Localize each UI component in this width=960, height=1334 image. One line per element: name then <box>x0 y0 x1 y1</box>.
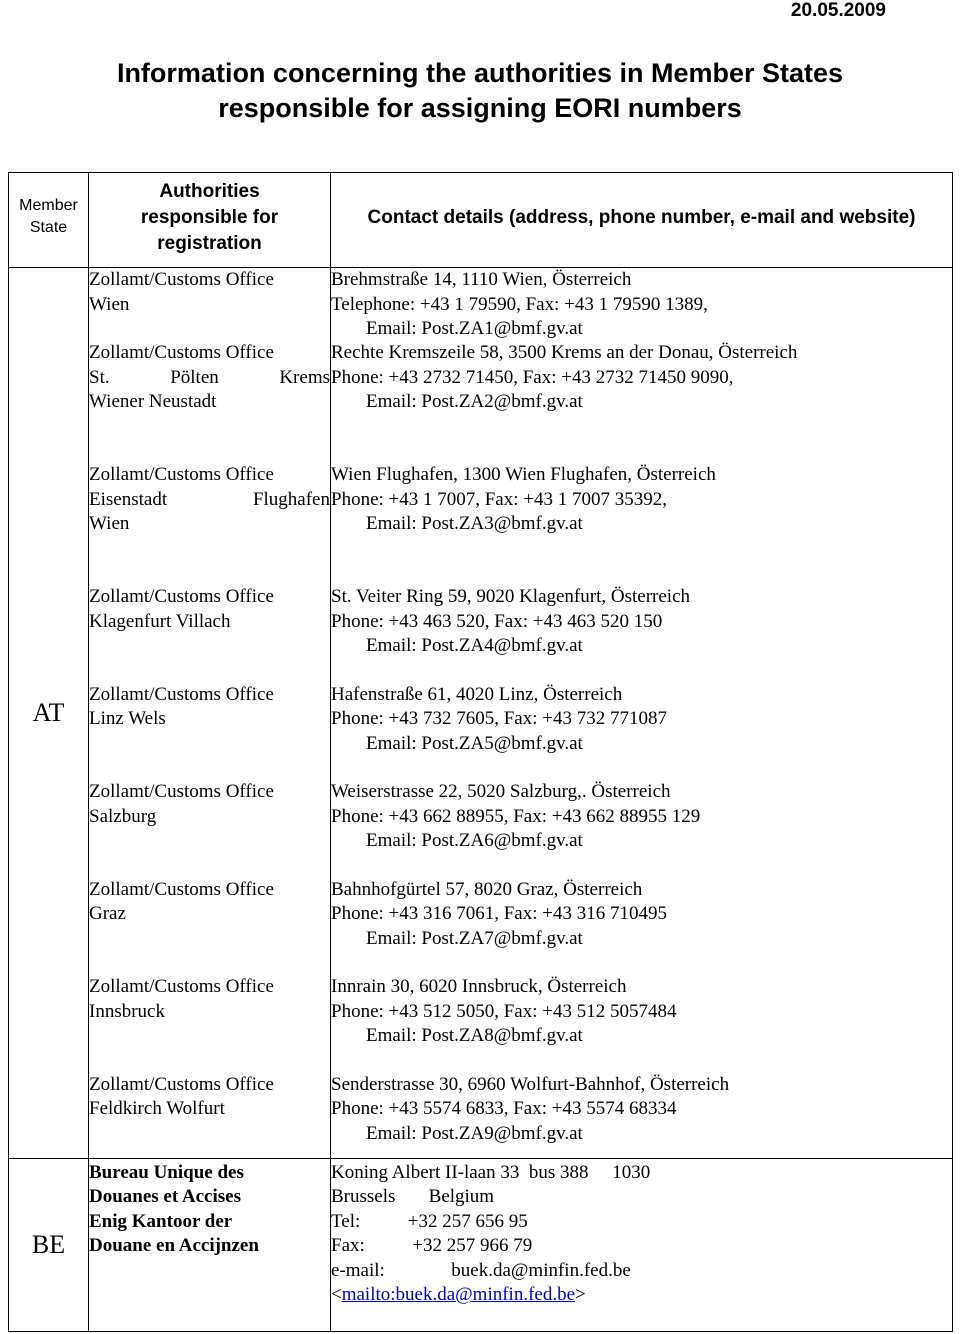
table-row-at <box>9 268 953 1159</box>
email-text: Email: Post.ZA9@bmf.gv.at <box>366 1122 583 1144</box>
list-item: Zollamt/Customs Office Graz <box>89 878 274 924</box>
title-line-2: responsible for assigning EORI numbers <box>218 93 742 123</box>
email-text: Email: Post.ZA1@bmf.gv.at <box>366 318 583 339</box>
email-text: Email: Post.ZA5@bmf.gv.at <box>366 732 583 754</box>
email-text: Email: Post.ZA4@bmf.gv.at <box>366 635 583 656</box>
header-contact-details: Contact details (address, phone number, e-mail and website) <box>331 173 953 268</box>
list-item: St. Veiter Ring 59, 9020 Klagenfurt, Österreich Phone: +43 463 520, Fax: +43 463 520 150 Email: Post.ZA4@bmf.gv.at <box>331 585 952 683</box>
email-text: Email: Post.ZA8@bmf.gv.at <box>366 1025 583 1046</box>
list-item: Wien Flughafen, 1300 Wien Flughafen, Österreich Phone: +43 1 7007, Fax: +43 1 7007 35392, Email: Post.ZA3@bmf.gv.at <box>331 463 952 585</box>
authorities-table <box>8 172 953 1332</box>
list-item: Weiserstrasse 22, 5020 Salzburg,. Österreich Phone: +43 662 88955, Fax: +43 662 88955 129 Email: Post.ZA6@bmf.gv.at <box>331 780 952 878</box>
list-item: Zollamt/Customs Office Eisenstadt Flughafen Wien <box>89 464 330 534</box>
list-item: Zollamt/Customs Office Wien <box>89 269 274 315</box>
email-text: Email: Post.ZA3@bmf.gv.at <box>366 513 583 534</box>
list-item: Innrain 30, 6020 Innsbruck, Österreich Phone: +43 512 5050, Fax: +43 512 5057484 Email: Post.ZA8@bmf.gv.at <box>331 975 952 1073</box>
contacts-list-at <box>331 268 953 1159</box>
list-item: Zollamt/Customs Office Klagenfurt Villach <box>89 586 274 632</box>
title-line-1: Information concerning the authorities in Member States <box>116 58 844 88</box>
list-item: Zollamt/Customs Office Innsbruck <box>89 976 274 1022</box>
contacts-list-be: Koning Albert II-laan 33 bus 388 1030 Brussels Belgium Tel: +32 257 656 95 Fax: +32 257 966 79 e-mail: buek.da@minfin.fed.be <mailto:buek.da@minfin.fed.be> <box>331 1158 953 1331</box>
authorities-list-be: Bureau Unique des Douanes et Accises Enig Kantoor der Douane en Accijnzen <box>89 1158 331 1331</box>
page-title <box>0 56 960 126</box>
header-authorities: Authorities responsible for registration <box>89 173 331 268</box>
document-date: 20.05.2009 <box>790 0 886 21</box>
table-header-row <box>9 173 953 268</box>
member-state-at: AT <box>9 268 89 1159</box>
mailto-line: <mailto:buek.da@minfin.fed.be> <box>331 1284 586 1305</box>
list-item: Brehmstraße 14, 1110 Wien, Österreich Telephone: +43 1 79590, Fax: +43 1 79590 1389, Email: Post.ZA1@bmf.gv.at <box>331 268 952 341</box>
list-item: Zollamt/Customs Office Salzburg <box>89 781 274 827</box>
email-text: Email: Post.ZA7@bmf.gv.at <box>366 927 583 949</box>
member-state-be: BE <box>9 1158 89 1331</box>
list-item: Bahnhofgürtel 57, 8020 Graz, Österreich Phone: +43 316 7061, Fax: +43 316 710495 Email: Post.ZA7@bmf.gv.at <box>331 878 952 976</box>
list-item: Zollamt/Customs Office Feldkirch Wolfurt <box>89 1073 274 1119</box>
table-row-be <box>9 1158 953 1331</box>
email-text: Email: Post.ZA2@bmf.gv.at <box>366 391 583 412</box>
mailto-link[interactable]: mailto:buek.da@minfin.fed.be <box>341 1284 576 1305</box>
list-item: Rechte Kremszeile 58, 3500 Krems an der Donau, Österreich Phone: +43 2732 71450, Fax: +43 2732 71450 9090, Email: Post.ZA2@bmf.gv.at <box>331 341 952 463</box>
list-item: Zollamt/Customs Office Linz Wels <box>89 683 274 729</box>
list-item: Senderstrasse 30, 6960 Wolfurt-Bahnhof, Österreich Phone: +43 5574 6833, Fax: +43 5574 68334 Email: Post.ZA9@bmf.gv.at <box>331 1073 952 1158</box>
list-item: Zollamt/Customs Office St. Pölten Krems Wiener Neustadt <box>89 342 330 412</box>
email-text: Email: Post.ZA6@bmf.gv.at <box>366 830 583 851</box>
header-member-state: Member State <box>9 173 89 268</box>
authorities-list-at <box>89 268 331 1159</box>
list-item: Hafenstraße 61, 4020 Linz, Österreich Phone: +43 732 7605, Fax: +43 732 771087 Email: Post.ZA5@bmf.gv.at <box>331 683 952 781</box>
